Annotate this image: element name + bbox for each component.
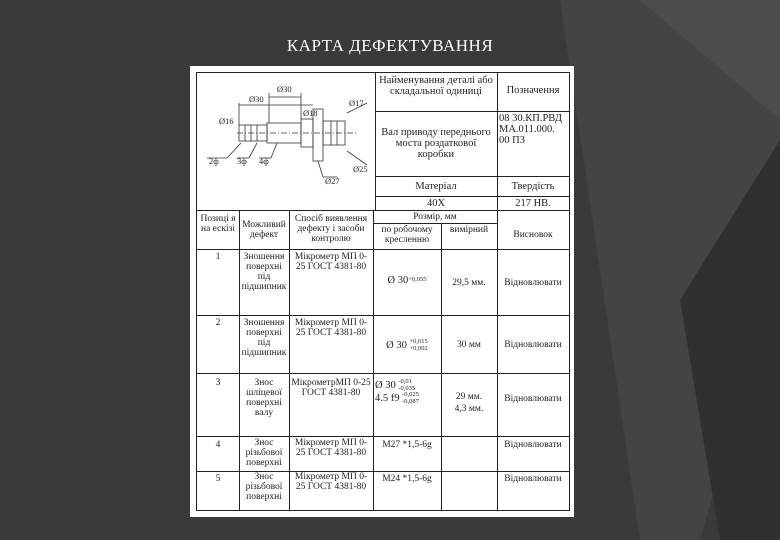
row2-conclusion: Відновлювати — [504, 340, 562, 350]
material-value: 40Х — [426, 198, 446, 209]
row5-nominal: М24 *1,5-6g — [382, 474, 432, 484]
sketch-label-3: 4ф — [259, 156, 269, 166]
row3-tol-low: -0,035 — [398, 384, 416, 392]
row2-nominal-value: Ø 30 — [386, 339, 407, 351]
row1-method: Мікрометр МП 0-25 ГОСТ 4381-80 — [294, 252, 368, 272]
shaft-sketch — [197, 73, 375, 213]
row1-conclusion: Відновлювати — [504, 278, 562, 288]
sketch-label-5: Ø30 — [249, 94, 264, 104]
row3-nominal — [375, 379, 439, 405]
col-position: Позиці я на ескізі — [200, 214, 236, 234]
col-method: Спосіб виявлення дефекту і засоби контролю — [294, 214, 368, 244]
col-size: Розмір, мм — [413, 212, 457, 222]
row1-nominal-tol: +0,055 — [408, 276, 427, 284]
row1-nominal — [375, 275, 439, 286]
row2-nominal — [375, 339, 439, 352]
row3-method: МікрометрМП 0-25 ГОСТ 4381-80 — [291, 378, 371, 398]
sketch-label-6: Ø17 — [349, 98, 364, 108]
row3-conclusion: Відновлювати — [504, 394, 562, 404]
sketch-label-9: Ø18 — [303, 108, 318, 118]
row3-tol2-low: -0,087 — [402, 397, 419, 405]
row3-measured: 29 мм. — [455, 392, 483, 402]
defect-card-frame — [196, 72, 570, 511]
col-size-allowed: вимірний — [449, 225, 489, 235]
row4-pos: 4 — [215, 440, 221, 450]
row3-tol2-up: -0,025 — [402, 391, 419, 398]
row3-defect: Знос шліцевої поверхні валу — [246, 378, 282, 418]
row2-measured: 30 мм — [457, 340, 481, 350]
col-size-nominal: по робочому кресленню — [381, 225, 433, 245]
row5-defect: Знос різьбової поверхні — [245, 472, 283, 502]
sketch-label-2: 3ф — [237, 156, 247, 166]
slide-title: КАРТА ДЕФЕКТУВАННЯ — [286, 36, 494, 55]
col-defect: Можливий дефект — [242, 220, 286, 240]
row3-tol2-stack — [402, 392, 419, 405]
designation-label: Позначення — [506, 85, 560, 96]
row5-pos: 5 — [215, 474, 221, 484]
row4-conclusion: Відновлювати — [504, 440, 562, 450]
row2-tol-up: +0,015 — [409, 338, 428, 345]
row1-measured: 29,5 мм. — [452, 278, 486, 288]
row1-defect: Зношення поверхні під підшипник — [241, 252, 287, 292]
row1-pos: 1 — [215, 252, 221, 262]
row2-method: Мікрометр МП 0-25 ГОСТ 4381-80 — [294, 318, 368, 338]
sketch-label-7: Ø25 — [353, 164, 368, 174]
row3-pos: 3 — [215, 378, 221, 388]
sketch-label-10: Ø16 — [219, 116, 234, 126]
defect-card-document — [190, 66, 574, 517]
hardness-value: 217 НВ. — [515, 198, 551, 209]
row3-measured2: 4,3 мм. — [454, 404, 484, 414]
row4-nominal: М27 *1,5-6g — [382, 440, 432, 450]
hardness-label: Твердість — [511, 181, 555, 192]
row3-tol-up: -0,01 — [398, 378, 412, 385]
row4-method: Мікрометр МП 0-25 ГОСТ 4381-80 — [294, 438, 368, 458]
row5-method: Мікрометр МП 0-25 ГОСТ 4381-80 — [294, 472, 368, 492]
row3-nominal2-value: 4.5 f9 — [375, 392, 400, 404]
row4-defect: Знос різьбової поверхні — [245, 438, 283, 468]
row2-tol-stack — [410, 339, 428, 352]
sketch-label-8: Ø27 — [325, 176, 340, 186]
row2-pos: 2 — [215, 318, 221, 328]
sketch-label-4: Ø30 — [277, 84, 292, 94]
part-code: 08 30.КП.РВД МА.011.000. 00 ПЗ — [499, 113, 563, 147]
row1-nominal-value: Ø 30 — [387, 275, 409, 286]
sketch-label-1: 2ф — [209, 156, 219, 166]
row2-tol-low: +0,002 — [409, 344, 428, 352]
material-label: Матеріал — [415, 181, 457, 192]
name-label: Найменування деталі або складальної одиниці — [379, 75, 493, 98]
row3-nominal-value: Ø 30 — [375, 379, 396, 391]
part-name: Вал приводу переднього моста роздаткової коробки — [381, 127, 491, 161]
col-conclusion: Висновок — [513, 230, 553, 240]
row2-defect: Зношення поверхні під підшипник — [241, 318, 287, 358]
row5-conclusion: Відновлювати — [504, 474, 562, 484]
